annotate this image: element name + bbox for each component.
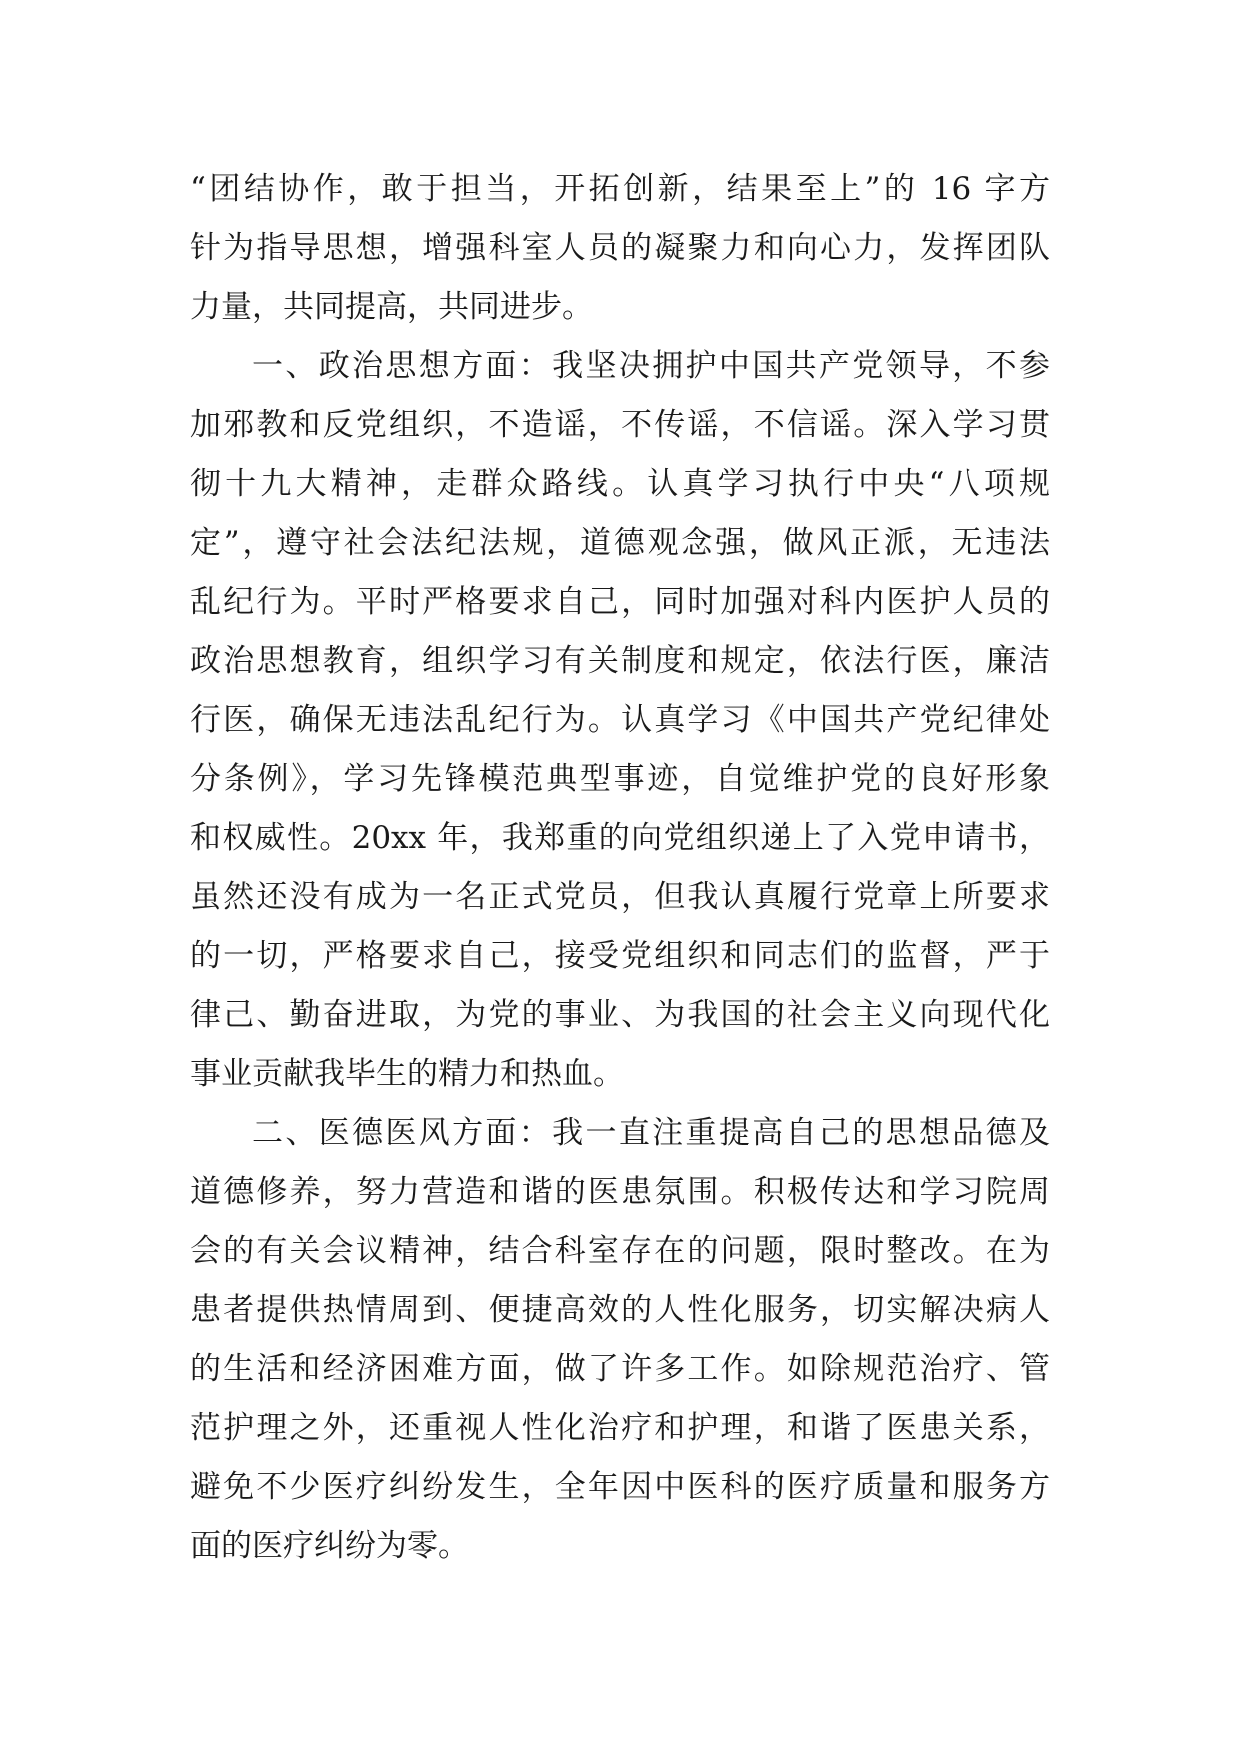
paragraph-line: 面的医疗纠纷为零。: [190, 1528, 469, 1564]
paragraph-line: 范护理之外，还重视人性化治疗和护理，和谐了医患关系，: [190, 1410, 1050, 1446]
paragraph-line: 乱纪行为。平时严格要求自己，同时加强对科内医护人员的: [190, 584, 1050, 620]
paragraph-line: 彻十九大精神，走群众路线。认真学习执行中央“八项规: [190, 466, 1050, 502]
paragraph-line: 和权威性。20xx 年，我郑重的向党组织递上了入党申请书，: [190, 820, 1050, 856]
paragraph-line: 道德修养，努力营造和谐的医患氛围。积极传达和学习院周: [190, 1174, 1050, 1210]
paragraph-line: 律己、勤奋进取，为党的事业、为我国的社会主义向现代化: [190, 997, 1050, 1033]
paragraph-line: “团结协作，敢于担当，开拓创新，结果至上”的 16 字方: [190, 171, 1050, 207]
paragraph-line: 避免不少医疗纠纷发生，全年因中医科的医疗质量和服务方: [190, 1469, 1050, 1505]
paragraph-line: 加邪教和反党组织，不造谣，不传谣，不信谣。深入学习贯: [190, 407, 1050, 443]
paragraph-line: 力量，共同提高，共同进步。: [190, 289, 593, 325]
paragraph-line: 二、医德医风方面：我一直注重提高自己的思想品德及: [252, 1115, 1050, 1151]
paragraph-line: 虽然还没有成为一名正式党员，但我认真履行党章上所要求: [190, 879, 1050, 915]
paragraph-line: 针为指导思想，增强科室人员的凝聚力和向心力，发挥团队: [190, 230, 1050, 266]
paragraph-line: 行医，确保无违法乱纪行为。认真学习《中国共产党纪律处: [190, 702, 1050, 738]
paragraph-line: 事业贡献我毕生的精力和热血。: [190, 1056, 624, 1092]
paragraph-line: 会的有关会议精神，结合科室存在的问题，限时整改。在为: [190, 1233, 1050, 1269]
paragraph-line: 分条例》，学习先锋模范典型事迹，自觉维护党的良好形象: [190, 761, 1050, 797]
paragraph-line: 的一切，严格要求自己，接受党组织和同志们的监督，严于: [190, 938, 1050, 974]
document-body: [190, 160, 1050, 1576]
paragraph-line: 政治思想教育，组织学习有关制度和规定，依法行医，廉洁: [190, 643, 1050, 679]
paragraph-line: 定”，遵守社会法纪法规，道德观念强，做风正派，无违法: [190, 525, 1050, 561]
paragraph-line: 的生活和经济困难方面，做了许多工作。如除规范治疗、管: [190, 1351, 1050, 1387]
paragraph-line: 一、政治思想方面：我坚决拥护中国共产党领导，不参: [252, 348, 1050, 384]
paragraph-line: 患者提供热情周到、便捷高效的人性化服务，切实解决病人: [190, 1292, 1050, 1328]
